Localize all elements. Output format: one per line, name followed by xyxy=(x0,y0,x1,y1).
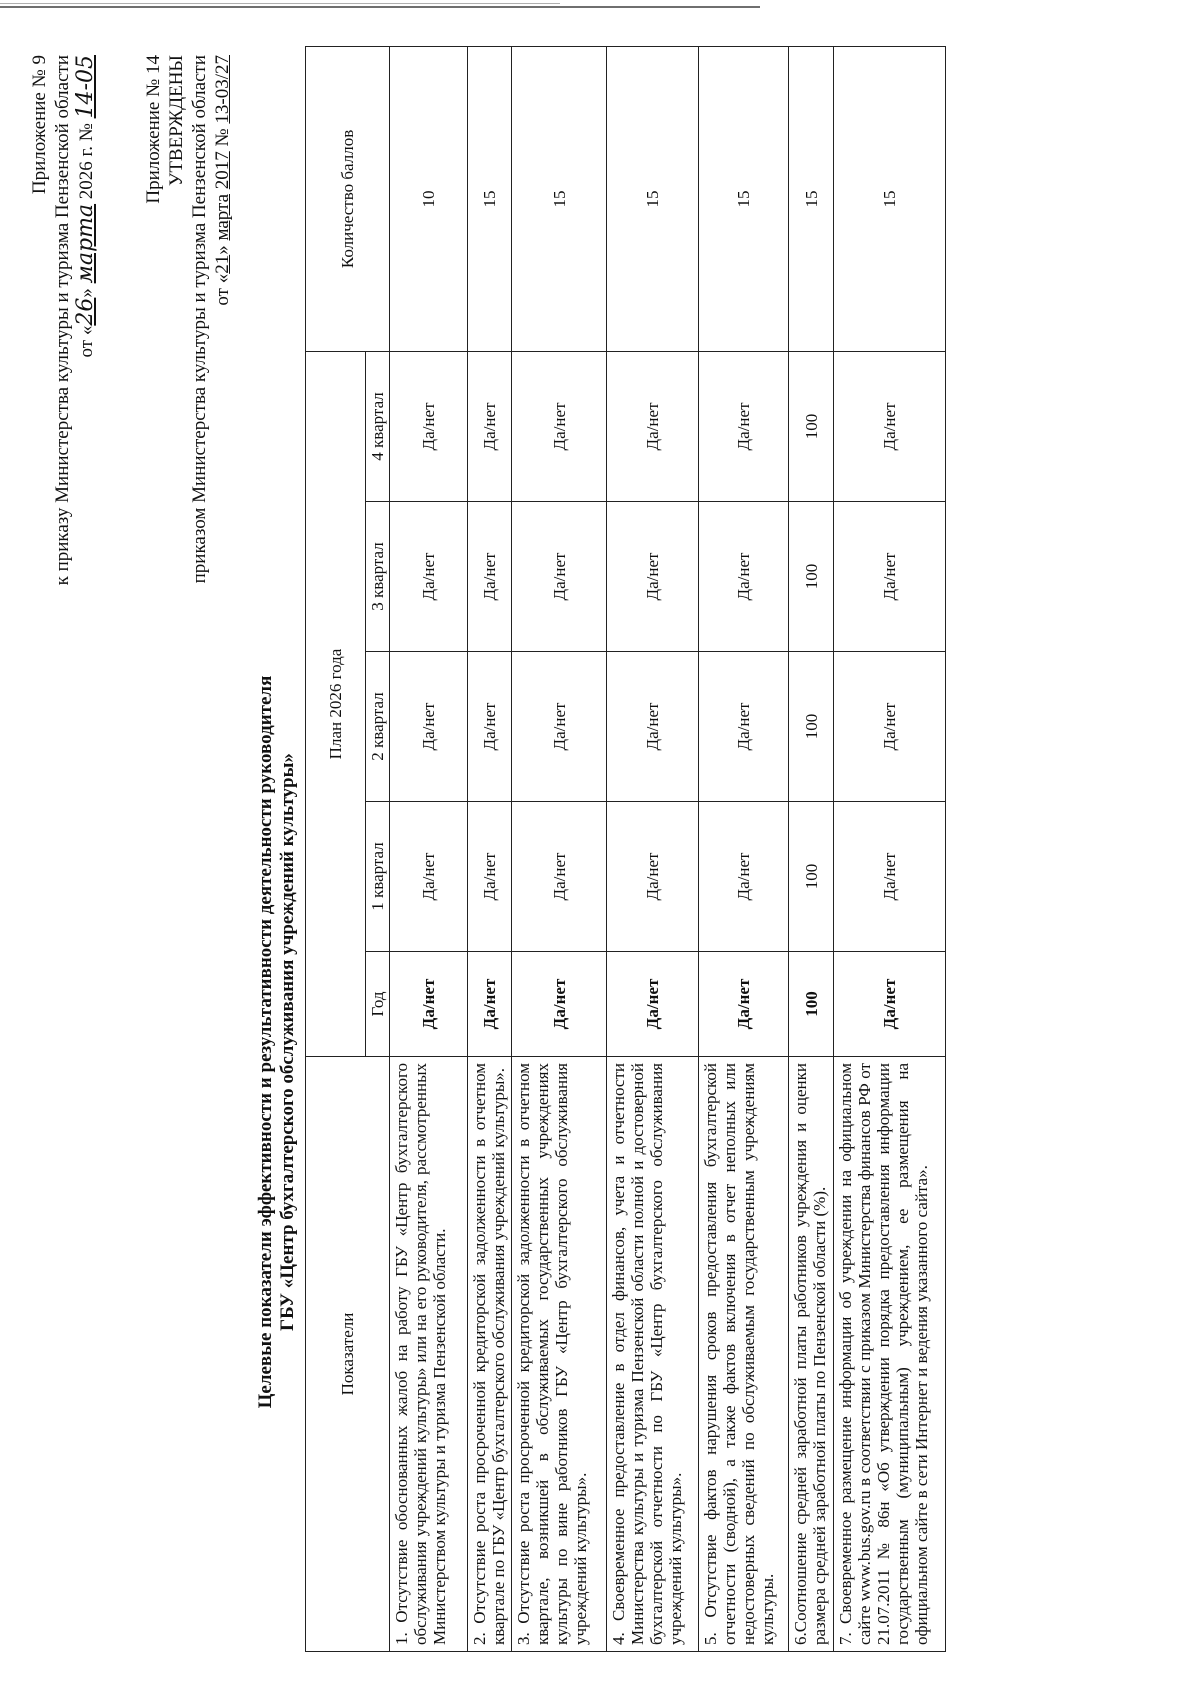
q2-value: Да/нет xyxy=(607,652,699,802)
title-line-2: ГБУ «Центр бухгалтерского обслуживания учреждений культуры» xyxy=(277,753,298,1331)
approved-label: УТВЕРЖДЕНЫ xyxy=(166,55,187,187)
q1-value: Да/нет xyxy=(834,802,946,952)
year-value: Да/нет xyxy=(390,952,468,1057)
q4-value: Да/нет xyxy=(468,351,512,501)
handwritten-number: 14-05 xyxy=(73,55,98,119)
q3-value: Да/нет xyxy=(834,502,946,652)
appendix-14-header xyxy=(142,55,234,583)
q1-value: Да/нет xyxy=(607,802,699,952)
indicator-text: 3. Отсутствие роста просроченной кредиторской задолженности в отчетном квартале, возникшей в обслуживаемых государственных учреждениях культуры по вине работников ГБУ «Центр бухгалтерского обслуживания учреждений культуры». xyxy=(512,1057,607,1652)
order-date-line: от «26» марта 2026 г. № 14-05 xyxy=(73,55,98,358)
indicator-text: 5. Отсутствие фактов нарушения сроков предоставления бухгалтерской отчетности (сводной), а также фактов включения в отчет неполных или недостоверных сведений по обслуживаемым государственным учреждениям культуры. xyxy=(699,1057,789,1652)
table-row xyxy=(512,46,607,1651)
year-value: Да/нет xyxy=(468,952,512,1057)
q3-value: Да/нет xyxy=(607,502,699,652)
table-row xyxy=(789,46,834,1651)
q2-value: Да/нет xyxy=(699,652,789,802)
title-line-1: Целевые показатели эффективности и результативности деятельности руководителя xyxy=(255,675,276,1409)
q4-value: Да/нет xyxy=(834,351,946,501)
q1-value: Да/нет xyxy=(390,802,468,952)
document-title xyxy=(255,382,299,1702)
points-value: 15 xyxy=(607,46,699,351)
indicator-text: 2. Отсутствие роста просроченной кредиторской задолженности в отчетном квартале по ГБУ «Центр бухгалтерского обслуживания учреждений культуры». xyxy=(468,1057,512,1652)
appendix-9-header xyxy=(28,55,98,585)
q1-value: Да/нет xyxy=(512,802,607,952)
indicator-text: 6.Соотношение средней заработной платы работников учреждения и оценки размера средней заработной платы по Пензенской области (%). xyxy=(789,1057,834,1652)
q2-value: Да/нет xyxy=(834,652,946,802)
order-line: к приказу Министерства культуры и туризма Пензенской области xyxy=(52,55,73,586)
q4-value: Да/нет xyxy=(607,351,699,501)
header-plan: План 2026 года xyxy=(306,351,366,1056)
year-value: Да/нет xyxy=(512,952,607,1057)
table-row xyxy=(390,46,468,1651)
q1-value: Да/нет xyxy=(699,802,789,952)
q3-value: Да/нет xyxy=(390,502,468,652)
points-value: 10 xyxy=(390,46,468,351)
indicator-text: 7. Своевременное размещение информации об учреждении на официальном сайте www.bus.gov.ru в соответствии с приказом Министерства финансов РФ от 21.07.2011 № 86н «Об утверждении порядка предоставления информации государственным (муниципальным) учреждением, ее размещения на официальном сайте в сети Интернет и ведения указанного сайта». xyxy=(834,1057,946,1652)
q3-value: Да/нет xyxy=(512,502,607,652)
q1-value: 100 xyxy=(789,802,834,952)
year-value: 100 xyxy=(789,952,834,1057)
header-points: Количество баллов xyxy=(306,46,390,351)
q4-value: Да/нет xyxy=(699,351,789,501)
header-q2: 2 квартал xyxy=(366,652,390,802)
q3-value: Да/нет xyxy=(468,502,512,652)
points-value: 15 xyxy=(699,46,789,351)
approved-by-line: приказом Министерства культуры и туризма Пензенской области xyxy=(189,55,210,584)
table-row xyxy=(468,46,512,1651)
handwritten-day: 26 xyxy=(73,297,98,326)
points-value: 15 xyxy=(834,46,946,351)
indicator-text: 4. Своевременное предоставление в отдел финансов, учета и отчетности Министерства культуры и туризма Пензенской области полной и достоверной бухгалтерской отчетности по ГБУ «Центр бухгалтерского обслуживания учреждений культуры». xyxy=(607,1057,699,1652)
q3-value: Да/нет xyxy=(699,502,789,652)
approved-date-line: от «21» марта 2017 № 13-03/27 xyxy=(212,55,233,306)
points-value: 15 xyxy=(789,46,834,351)
header-indicators: Показатели xyxy=(306,1057,390,1652)
header-q1: 1 квартал xyxy=(366,802,390,952)
q1-value: Да/нет xyxy=(468,802,512,952)
q2-value: 100 xyxy=(789,652,834,802)
header-q3: 3 квартал xyxy=(366,502,390,652)
q2-value: Да/нет xyxy=(390,652,468,802)
year-value: Да/нет xyxy=(699,952,789,1057)
table-row xyxy=(699,46,789,1651)
appendix-14-label: Приложение № 14 xyxy=(143,55,164,204)
q4-value: Да/нет xyxy=(390,351,468,501)
appendix-9-label: Приложение № 9 xyxy=(29,55,50,195)
q2-value: Да/нет xyxy=(468,652,512,802)
q2-value: Да/нет xyxy=(512,652,607,802)
table-row xyxy=(834,46,946,1651)
q3-value: 100 xyxy=(789,502,834,652)
points-value: 15 xyxy=(468,46,512,351)
q4-value: Да/нет xyxy=(512,351,607,501)
header-year: Год xyxy=(366,952,390,1057)
year-value: Да/нет xyxy=(834,952,946,1057)
year-value: Да/нет xyxy=(607,952,699,1057)
q4-value: 100 xyxy=(789,351,834,501)
indicators-table xyxy=(305,46,946,1652)
indicator-text: 1. Отсутствие обоснованных жалоб на работу ГБУ «Центр бухгалтерского обслуживания учреждений культуры» или на его руководителя, рассмотренных Министерством культуры и туризма Пензенской области. xyxy=(390,1057,468,1652)
points-value: 15 xyxy=(512,46,607,351)
table-row xyxy=(607,46,699,1651)
header-q4: 4 квартал xyxy=(366,351,390,501)
handwritten-month: марта xyxy=(73,203,98,284)
